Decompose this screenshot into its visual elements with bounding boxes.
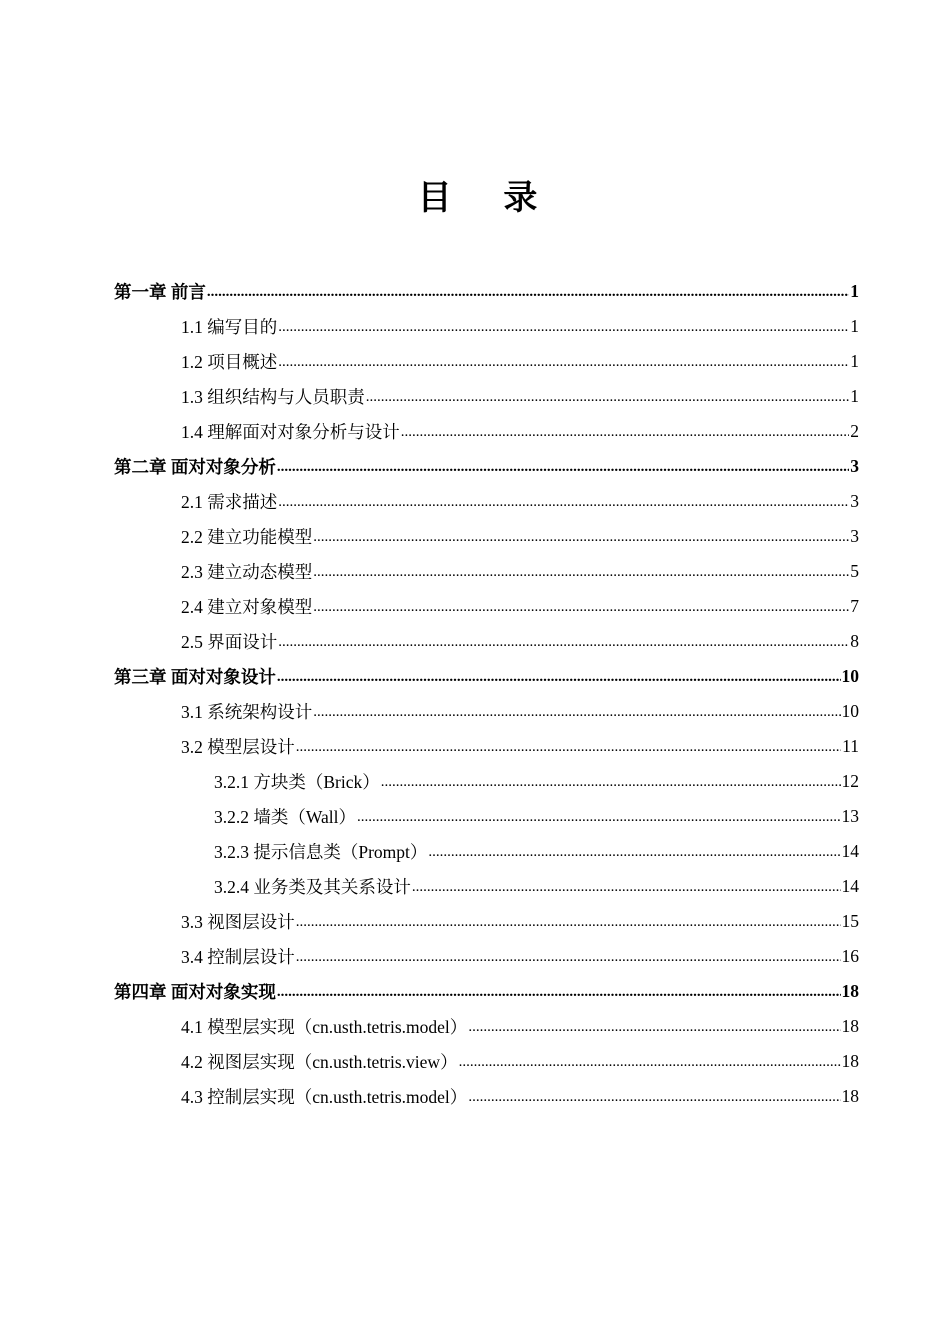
toc-dot-leader — [278, 352, 849, 372]
toc-section-entry[interactable] — [114, 484, 859, 519]
toc-entry-label: 2.4 建立对象模型 — [181, 597, 313, 617]
toc-entry-label: 第二章 面对对象分析 — [114, 457, 276, 477]
toc-page-number: 1 — [850, 316, 859, 336]
toc-subsection-entry[interactable] — [114, 764, 859, 799]
toc-subsection-entry[interactable] — [114, 799, 859, 834]
toc-chapter-entry[interactable] — [114, 274, 859, 309]
toc-page-number: 14 — [841, 841, 859, 861]
toc-subsection-entry[interactable] — [114, 834, 859, 869]
toc-dot-leader — [277, 982, 841, 1002]
toc-entry-label: 2.3 建立动态模型 — [181, 562, 313, 582]
toc-page-number: 18 — [841, 1016, 859, 1036]
toc-dot-leader — [277, 667, 841, 687]
toc-section-entry[interactable] — [114, 1009, 859, 1044]
toc-entry-label: 第三章 面对对象设计 — [114, 667, 276, 687]
page-title: 目 录 — [417, 178, 558, 218]
toc-page-number: 1 — [850, 281, 859, 301]
toc-page-number: 18 — [841, 981, 859, 1001]
toc-dot-leader — [207, 282, 849, 302]
toc-dot-leader — [278, 492, 849, 512]
toc-page-number: 14 — [841, 876, 859, 896]
toc-entry-label: 3.2.4 业务类及其关系设计 — [214, 877, 411, 897]
toc-page-number: 11 — [842, 736, 859, 756]
toc-entry-label: 3.3 视图层设计 — [181, 912, 295, 932]
toc-page-number: 1 — [850, 351, 859, 371]
toc-entry-label: 1.1 编写目的 — [181, 317, 278, 337]
toc-section-entry[interactable] — [114, 554, 859, 589]
table-of-contents — [114, 274, 859, 1114]
toc-page-number: 10 — [841, 701, 859, 721]
toc-dot-leader — [313, 562, 849, 582]
toc-dot-leader — [459, 1052, 841, 1072]
toc-dot-leader — [277, 457, 849, 477]
toc-entry-label: 2.1 需求描述 — [181, 492, 278, 512]
toc-section-entry[interactable] — [114, 309, 859, 344]
toc-entry-label: 2.2 建立功能模型 — [181, 527, 313, 547]
toc-dot-leader — [428, 842, 840, 862]
toc-entry-label: 1.2 项目概述 — [181, 352, 278, 372]
toc-section-entry[interactable] — [114, 344, 859, 379]
toc-page-number: 12 — [841, 771, 859, 791]
toc-page-number: 3 — [850, 526, 859, 546]
toc-entry-label: 1.4 理解面对对象分析与设计 — [181, 422, 400, 442]
toc-page-number: 3 — [850, 491, 859, 511]
toc-entry-label: 3.2.1 方块类（Brick） — [214, 772, 380, 792]
toc-page-number: 3 — [850, 456, 859, 476]
toc-subsection-entry[interactable] — [114, 869, 859, 904]
toc-chapter-entry[interactable] — [114, 659, 859, 694]
toc-dot-leader — [468, 1017, 840, 1037]
toc-entry-label: 3.2.3 提示信息类（Prompt） — [214, 842, 428, 862]
toc-page-number: 13 — [841, 806, 859, 826]
toc-page-number: 7 — [850, 596, 859, 616]
toc-dot-leader — [313, 527, 849, 547]
toc-page-number: 10 — [841, 666, 859, 686]
toc-dot-leader — [357, 807, 841, 827]
toc-dot-leader — [366, 387, 850, 407]
toc-page-number: 2 — [850, 421, 859, 441]
toc-page-number: 18 — [841, 1051, 859, 1071]
toc-section-entry[interactable] — [114, 519, 859, 554]
toc-dot-leader — [278, 632, 849, 652]
toc-dot-leader — [313, 702, 840, 722]
toc-dot-leader — [296, 947, 841, 967]
toc-chapter-entry[interactable] — [114, 449, 859, 484]
toc-entry-label: 3.4 控制层设计 — [181, 947, 295, 967]
toc-page-number: 16 — [841, 946, 859, 966]
toc-section-entry[interactable] — [114, 939, 859, 974]
toc-section-entry[interactable] — [114, 589, 859, 624]
toc-page-number: 1 — [850, 386, 859, 406]
toc-entry-label: 4.2 视图层实现（cn.usth.tetris.view） — [181, 1052, 458, 1072]
toc-dot-leader — [313, 597, 849, 617]
toc-entry-label: 第一章 前言 — [114, 282, 206, 302]
toc-section-entry[interactable] — [114, 694, 859, 729]
toc-entry-label: 4.3 控制层实现（cn.usth.tetris.model） — [181, 1087, 468, 1107]
toc-section-entry[interactable] — [114, 414, 859, 449]
toc-page-number: 15 — [841, 911, 859, 931]
toc-dot-leader — [412, 877, 841, 897]
toc-section-entry[interactable] — [114, 1079, 859, 1114]
toc-dot-leader — [381, 772, 841, 792]
toc-dot-leader — [296, 737, 841, 757]
toc-section-entry[interactable] — [114, 624, 859, 659]
toc-entry-label: 4.1 模型层实现（cn.usth.tetris.model） — [181, 1017, 468, 1037]
toc-section-entry[interactable] — [114, 1044, 859, 1079]
toc-dot-leader — [296, 912, 841, 932]
toc-entry-label: 1.3 组织结构与人员职责 — [181, 387, 365, 407]
toc-entry-label: 3.1 系统架构设计 — [181, 702, 313, 722]
toc-entry-label: 2.5 界面设计 — [181, 632, 278, 652]
toc-entry-label: 3.2.2 墙类（Wall） — [214, 807, 356, 827]
toc-entry-label: 第四章 面对对象实现 — [114, 982, 276, 1002]
toc-section-entry[interactable] — [114, 904, 859, 939]
toc-page-number: 18 — [841, 1086, 859, 1106]
toc-section-entry[interactable] — [114, 379, 859, 414]
toc-page-number: 8 — [850, 631, 859, 651]
toc-dot-leader — [278, 317, 849, 337]
toc-entry-label: 3.2 模型层设计 — [181, 737, 295, 757]
toc-dot-leader — [468, 1087, 840, 1107]
toc-section-entry[interactable] — [114, 729, 859, 764]
toc-dot-leader — [401, 422, 850, 442]
toc-chapter-entry[interactable] — [114, 974, 859, 1009]
toc-page-number: 5 — [850, 561, 859, 581]
